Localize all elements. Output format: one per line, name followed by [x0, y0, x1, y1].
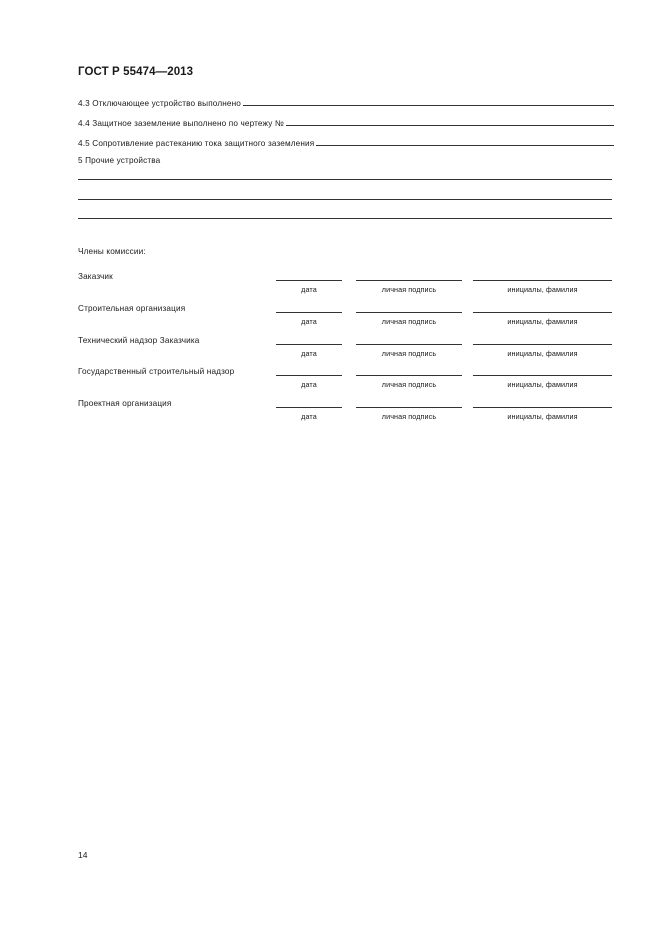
- document-title: ГОСТ Р 55474—2013: [78, 66, 194, 78]
- blank-fill-line: [78, 218, 612, 219]
- date-line: [276, 375, 342, 376]
- date-line: [276, 280, 342, 281]
- member-label-construction-org: Строительная организация: [78, 304, 186, 313]
- field-earthing-resistance: [78, 134, 614, 148]
- caption-signature: личная подпись: [381, 317, 437, 326]
- caption-name: инициалы, фамилия: [507, 285, 578, 294]
- blank-fill-line: [78, 179, 612, 180]
- field-disconnect-device: [78, 94, 614, 108]
- signature-line: [356, 344, 462, 345]
- caption-date: дата: [301, 412, 317, 421]
- caption-date: дата: [301, 380, 317, 389]
- member-label-customer: Заказчик: [78, 272, 113, 281]
- name-line: [473, 375, 612, 376]
- signature-line: [356, 375, 462, 376]
- caption-name: инициалы, фамилия: [507, 349, 578, 358]
- member-label-state-supervision: Государственный строительный надзор: [78, 367, 235, 376]
- caption-date: дата: [301, 285, 317, 294]
- signature-line: [356, 280, 462, 281]
- member-label-technical-supervision: Технический надзор Заказчика: [78, 336, 200, 345]
- name-line: [473, 407, 612, 408]
- field-protective-earthing: [78, 114, 614, 128]
- fill-line: [286, 125, 614, 126]
- member-label-design-org: Проектная организация: [78, 399, 172, 408]
- page-number: 14: [78, 850, 88, 860]
- caption-name: инициалы, фамилия: [507, 317, 578, 326]
- field-label: 4.3 Отключающее устройство выполнено: [78, 99, 241, 108]
- field-label: 4.5 Сопротивление растеканию тока защитного заземления: [78, 139, 315, 148]
- blank-fill-line: [78, 199, 612, 200]
- other-devices-label: 5 Прочие устройства: [78, 156, 161, 165]
- commission-heading: Члены комиссии:: [78, 247, 146, 256]
- name-line: [473, 280, 612, 281]
- date-line: [276, 407, 342, 408]
- name-line: [473, 344, 612, 345]
- caption-signature: личная подпись: [381, 380, 437, 389]
- caption-signature: личная подпись: [381, 349, 437, 358]
- signature-line: [356, 407, 462, 408]
- caption-date: дата: [301, 317, 317, 326]
- caption-signature: личная подпись: [381, 285, 437, 294]
- fill-line: [316, 145, 614, 146]
- signature-line: [356, 312, 462, 313]
- field-label: 4.4 Защитное заземление выполнено по чертежу №: [78, 119, 284, 128]
- date-line: [276, 344, 342, 345]
- caption-date: дата: [301, 349, 317, 358]
- name-line: [473, 312, 612, 313]
- caption-name: инициалы, фамилия: [507, 380, 578, 389]
- caption-signature: личная подпись: [381, 412, 437, 421]
- date-line: [276, 312, 342, 313]
- caption-name: инициалы, фамилия: [507, 412, 578, 421]
- fill-line: [243, 105, 614, 106]
